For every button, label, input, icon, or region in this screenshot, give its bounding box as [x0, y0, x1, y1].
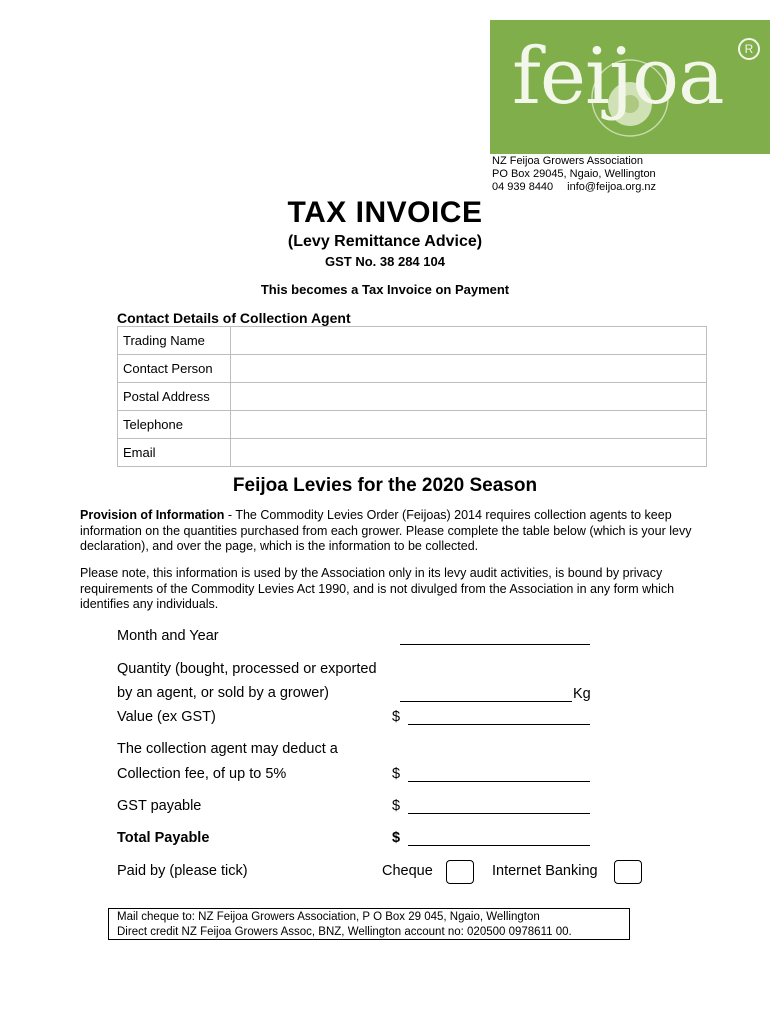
association-address: [492, 155, 656, 194]
page-subtitle: (Levy Remittance Advice): [287, 233, 483, 250]
internet-banking-label: Internet Banking: [492, 863, 598, 879]
value-dollar-sign: $: [392, 709, 401, 725]
page-title: TAX INVOICE: [287, 196, 483, 229]
telephone-label: Telephone: [118, 411, 231, 439]
kg-unit: Kg: [573, 686, 591, 702]
telephone-field[interactable]: [231, 411, 707, 439]
value-field[interactable]: [408, 724, 590, 725]
table-row: [118, 355, 707, 383]
email-label: Email: [118, 439, 231, 467]
month-year-label: Month and Year: [117, 628, 219, 644]
trading-name-field[interactable]: [231, 327, 707, 355]
gst-number: GST No. 38 284 104: [325, 254, 445, 269]
address-contact-line: [492, 181, 656, 194]
provision-heading: Provision of Information: [80, 508, 225, 522]
provision-paragraph: [80, 508, 710, 555]
quantity-label-line-2: by an agent, or sold by a grower): [117, 685, 329, 701]
phone-number: 04 939 8440: [492, 181, 554, 193]
contact-person-label: Contact Person: [118, 355, 231, 383]
feijoa-logo: [490, 20, 770, 154]
tax-invoice-note: This becomes a Tax Invoice on Payment: [260, 282, 510, 297]
logo-wordmark: feijoa: [512, 32, 724, 122]
trading-name-label: Trading Name: [118, 327, 231, 355]
table-row: [118, 411, 707, 439]
total-payable-label: Total Payable: [117, 830, 210, 846]
gst-dollar-sign: $: [392, 798, 401, 814]
collection-fee-field[interactable]: [408, 781, 590, 782]
contact-details-heading: Contact Details of Collection Agent: [117, 310, 351, 326]
paid-by-label: Paid by (please tick): [117, 863, 248, 879]
deduct-label-line-1: The collection agent may deduct a: [117, 741, 338, 757]
address-line-2: PO Box 29045, Ngaio, Wellington: [492, 168, 656, 180]
postal-address-field[interactable]: [231, 383, 707, 411]
total-payable-field[interactable]: [408, 845, 590, 846]
quantity-field[interactable]: [400, 701, 572, 702]
fee-dollar-sign: $: [392, 766, 401, 782]
value-label: Value (ex GST): [117, 709, 216, 725]
table-row: [118, 383, 707, 411]
contact-details-table: [117, 326, 707, 467]
address-line-1: NZ Feijoa Growers Association: [492, 155, 643, 167]
total-dollar-sign: $: [392, 830, 401, 846]
direct-credit-line: Direct credit NZ Feijoa Growers Assoc, BNZ, Wellington account no: 020500 0978611 00.: [117, 926, 572, 938]
cheque-label: Cheque: [382, 863, 433, 879]
gst-payable-label: GST payable: [117, 798, 202, 814]
cheque-checkbox[interactable]: [446, 860, 474, 884]
postal-address-label: Postal Address: [118, 383, 231, 411]
provision-text: - The Commodity Levies Order (Feijoas) 2014 requires collection agents to keep information on the quantities purchased from each grower. Please complete the table below (which is your levy declaration), and over the page, which is the information to be collected.: [80, 508, 692, 553]
privacy-paragraph: Please note, this information is used by the Association only in its levy audit activities, is bound by privacy requirements of the Commodity Levies Act 1990, and is not divulged from the Association in any form which identifies any individuals.: [80, 566, 675, 611]
gst-payable-field[interactable]: [408, 813, 590, 814]
table-row: [118, 439, 707, 467]
deduct-label-line-2: Collection fee, of up to 5%: [117, 766, 287, 782]
registered-mark-icon: R: [738, 38, 760, 60]
payment-instructions-box: [108, 908, 630, 940]
email-address: info@feijoa.org.nz: [567, 181, 656, 193]
levies-section-title: Feijoa Levies for the 2020 Season: [232, 475, 538, 496]
table-row: [118, 327, 707, 355]
month-year-field[interactable]: [400, 644, 590, 645]
mail-cheque-line: Mail cheque to: NZ Feijoa Growers Association, P O Box 29 045, Ngaio, Wellington: [117, 911, 540, 923]
contact-person-field[interactable]: [231, 355, 707, 383]
internet-banking-checkbox[interactable]: [614, 860, 642, 884]
quantity-label-line-1: Quantity (bought, processed or exported: [117, 661, 377, 677]
email-field[interactable]: [231, 439, 707, 467]
